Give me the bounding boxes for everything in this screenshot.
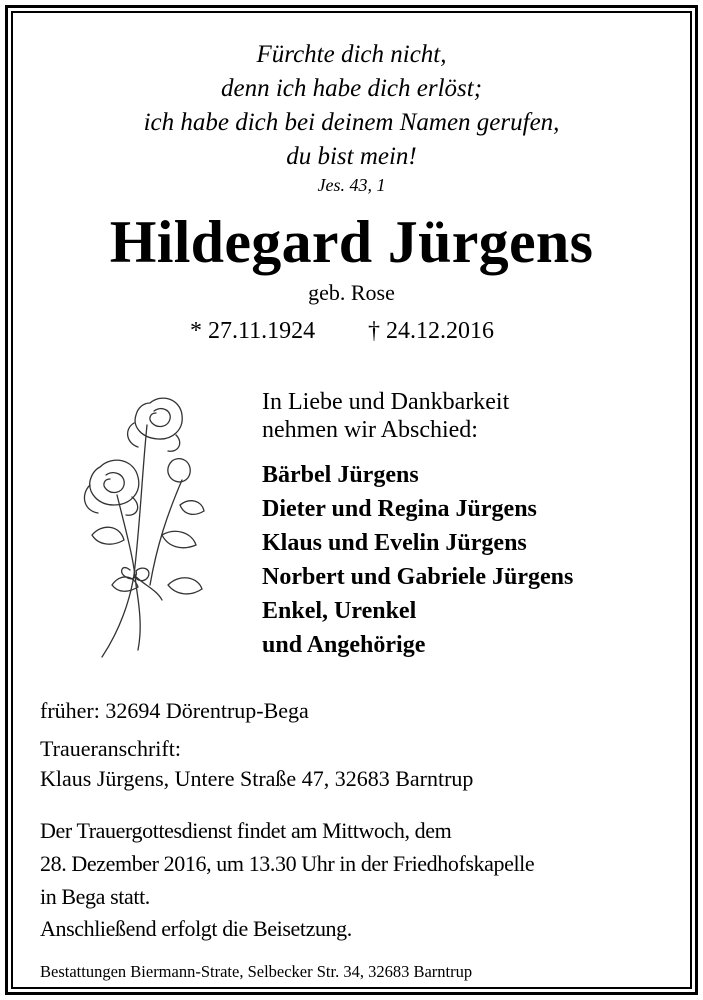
mourning-address: Klaus Jürgens, Untere Straße 47, 32683 Barntrup <box>40 766 474 791</box>
intro-line-1: In Liebe und Dankbarkeit <box>262 389 510 415</box>
family-member: Bärbel Jürgens <box>262 462 419 488</box>
rose-drawing-icon <box>72 385 222 665</box>
service-line-4: Anschließend erfolgt die Beisetzung. <box>40 916 352 941</box>
verse-line-4: du bist mein! <box>286 143 417 170</box>
funeral-home-footer: Bestattungen Biermann-Strate, Selbecker Str. 34, 32683 Barntrup <box>40 962 473 981</box>
intro-line-2: nehmen wir Abschied: <box>262 417 478 443</box>
birth-date: * 27.11.1924 <box>190 318 316 344</box>
family-member: Klaus und Evelin Jürgens <box>262 530 527 556</box>
mourning-address-label: Traueranschrift: <box>40 736 181 761</box>
family-member: Norbert und Gabriele Jürgens <box>262 564 574 590</box>
service-line-3: in Bega statt. <box>40 884 150 909</box>
verse-line-2: denn ich habe dich erlöst; <box>220 75 483 102</box>
verse-line-1: Fürchte dich nicht, <box>256 41 447 68</box>
former-address: früher: 32694 Dörentrup-Bega <box>40 698 309 723</box>
deceased-name: Hildegard Jürgens <box>109 209 594 275</box>
family-member: Dieter und Regina Jürgens <box>262 496 537 522</box>
verse-line-3: ich habe dich bei deinem Namen gerufen, <box>143 109 560 136</box>
family-member: Enkel, Urenkel <box>262 598 417 624</box>
born-name: geb. Rose <box>308 280 395 305</box>
verse-reference: Jes. 43, 1 <box>317 175 386 195</box>
family-member: und Angehörige <box>262 632 426 658</box>
death-date: † 24.12.2016 <box>368 318 494 344</box>
service-line-1: Der Trauergottesdienst findet am Mittwoch, dem <box>40 818 452 843</box>
service-line-2: 28. Dezember 2016, um 13.30 Uhr in der Friedhofskapelle <box>40 851 535 876</box>
